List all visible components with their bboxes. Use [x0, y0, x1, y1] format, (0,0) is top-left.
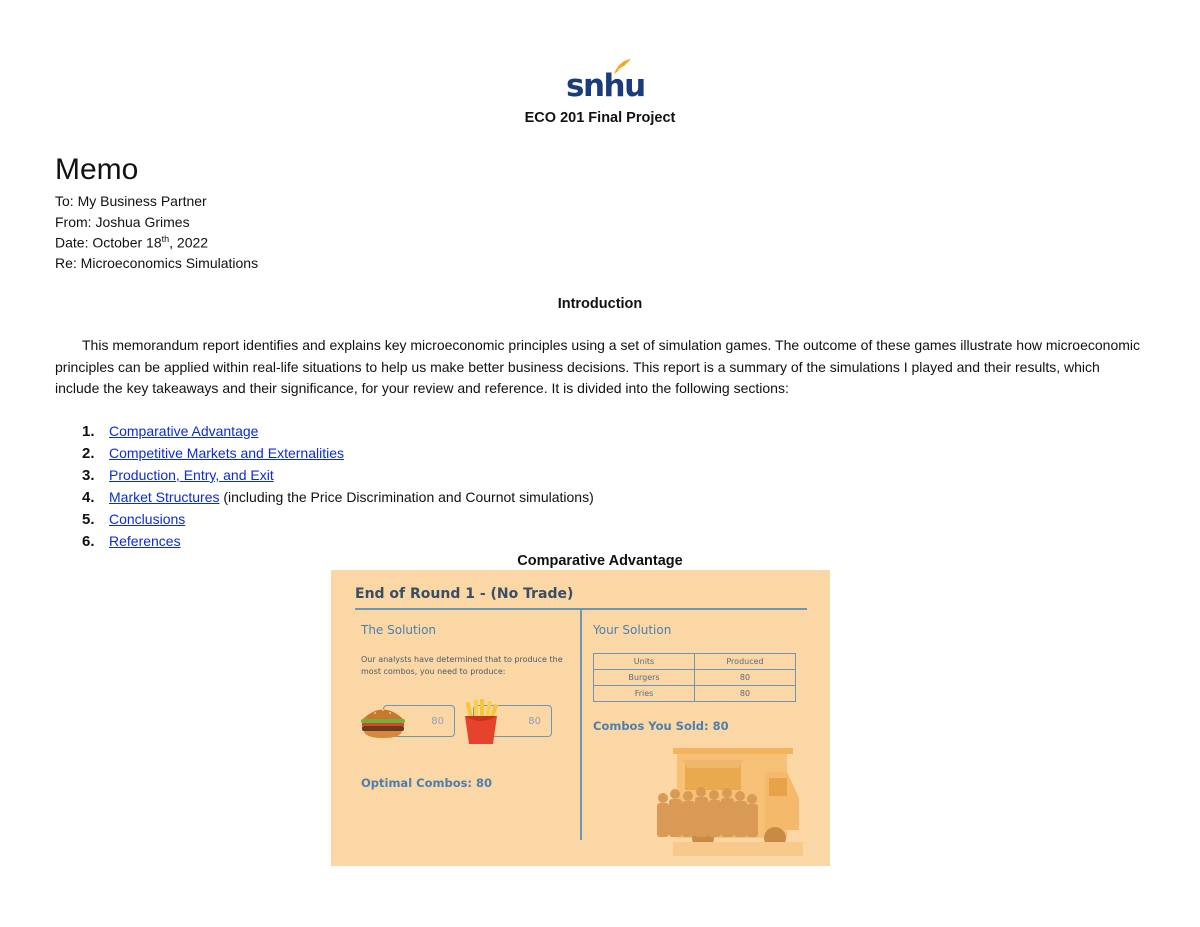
fries-icon [459, 698, 503, 746]
section-list [82, 420, 594, 552]
snhu-logo [562, 60, 645, 104]
introduction-paragraph [55, 335, 1145, 400]
memo-to: To: My Business Partner [55, 193, 207, 209]
food-truck-crowd-icon [653, 738, 803, 856]
sim-optimal-combos: Optimal Combos: 80 [361, 776, 493, 790]
sim-your-solution-heading: Your Solution [593, 623, 672, 637]
memo-re: Re: Microeconomics Simulations [55, 255, 259, 271]
table-cell: 80 [695, 686, 796, 702]
link-market-structures[interactable]: Market Structures [109, 489, 220, 505]
link-comparative-advantage[interactable]: Comparative Advantage [109, 423, 259, 439]
memo-from: From: Joshua Grimes [55, 214, 190, 230]
burgers-value-box: 80 [383, 705, 455, 737]
table-header-cell: Units [594, 654, 695, 670]
sim-solution-heading: The Solution [361, 623, 437, 637]
sim-solution-text: Our analysts have determined that to produce the most combos, you need to produce: [361, 655, 563, 676]
table-cell: Burgers [594, 670, 695, 686]
link-competitive-markets[interactable]: Competitive Markets and Externalities [109, 445, 344, 461]
table-cell: 80 [695, 670, 796, 686]
memo-date-suffix: th [161, 234, 170, 244]
leaf-icon [612, 58, 632, 76]
list-item: 3. Production, Entry, and Exit [82, 466, 274, 484]
link-references[interactable]: References [109, 533, 181, 549]
table-row [594, 670, 796, 686]
list-item: 2. Competitive Markets and Externalities [82, 444, 344, 462]
table-row [594, 686, 796, 702]
memo-date [55, 234, 208, 251]
course-title: ECO 201 Final Project [524, 110, 676, 126]
introduction-heading: Introduction [557, 296, 643, 312]
memo-heading: Memo [55, 153, 139, 186]
table-cell: Fries [594, 686, 695, 702]
sim-combos-sold: Combos You Sold: 80 [593, 719, 729, 733]
list-item: 1. Comparative Advantage [82, 422, 259, 440]
fries-value-box: 80 [473, 705, 552, 737]
sim-round-title: End of Round 1 - (No Trade) [355, 586, 574, 602]
logo-text: snhu [566, 68, 645, 104]
market-structures-note: (including the Price Discrimination and Cournot simulations) [219, 489, 594, 505]
link-conclusions[interactable]: Conclusions [109, 511, 186, 527]
sim-column-divider [580, 610, 582, 840]
list-item: 6. References [82, 532, 181, 550]
burger-icon [359, 704, 407, 740]
table-row [594, 654, 796, 670]
list-item: 5. Conclusions [82, 510, 186, 528]
memo-date-prefix: Date: October 18 [55, 234, 162, 251]
sim-production-table [593, 653, 796, 702]
link-production-entry-exit[interactable]: Production, Entry, and Exit [109, 467, 274, 483]
simulation-screenshot [331, 570, 830, 866]
table-header-cell: Produced [695, 654, 796, 670]
introduction-text: This memorandum report identifies and explains key microeconomic principles using a set of simulation games. The outcome of these games illustrate how microeconomic principles can be applied within real-life situations to help us make better business decisions. This report is a summary of the simulations I played and their results, which include the key takeaways and their significance, for your review and reference. It is divided into the following sections: [55, 337, 1141, 396]
memo-date-rest: , 2022 [169, 234, 209, 251]
comparative-advantage-heading: Comparative Advantage [517, 553, 683, 569]
list-item: 4. Market Structures (including the Price Discrimination and Cournot simulations) [82, 488, 594, 506]
